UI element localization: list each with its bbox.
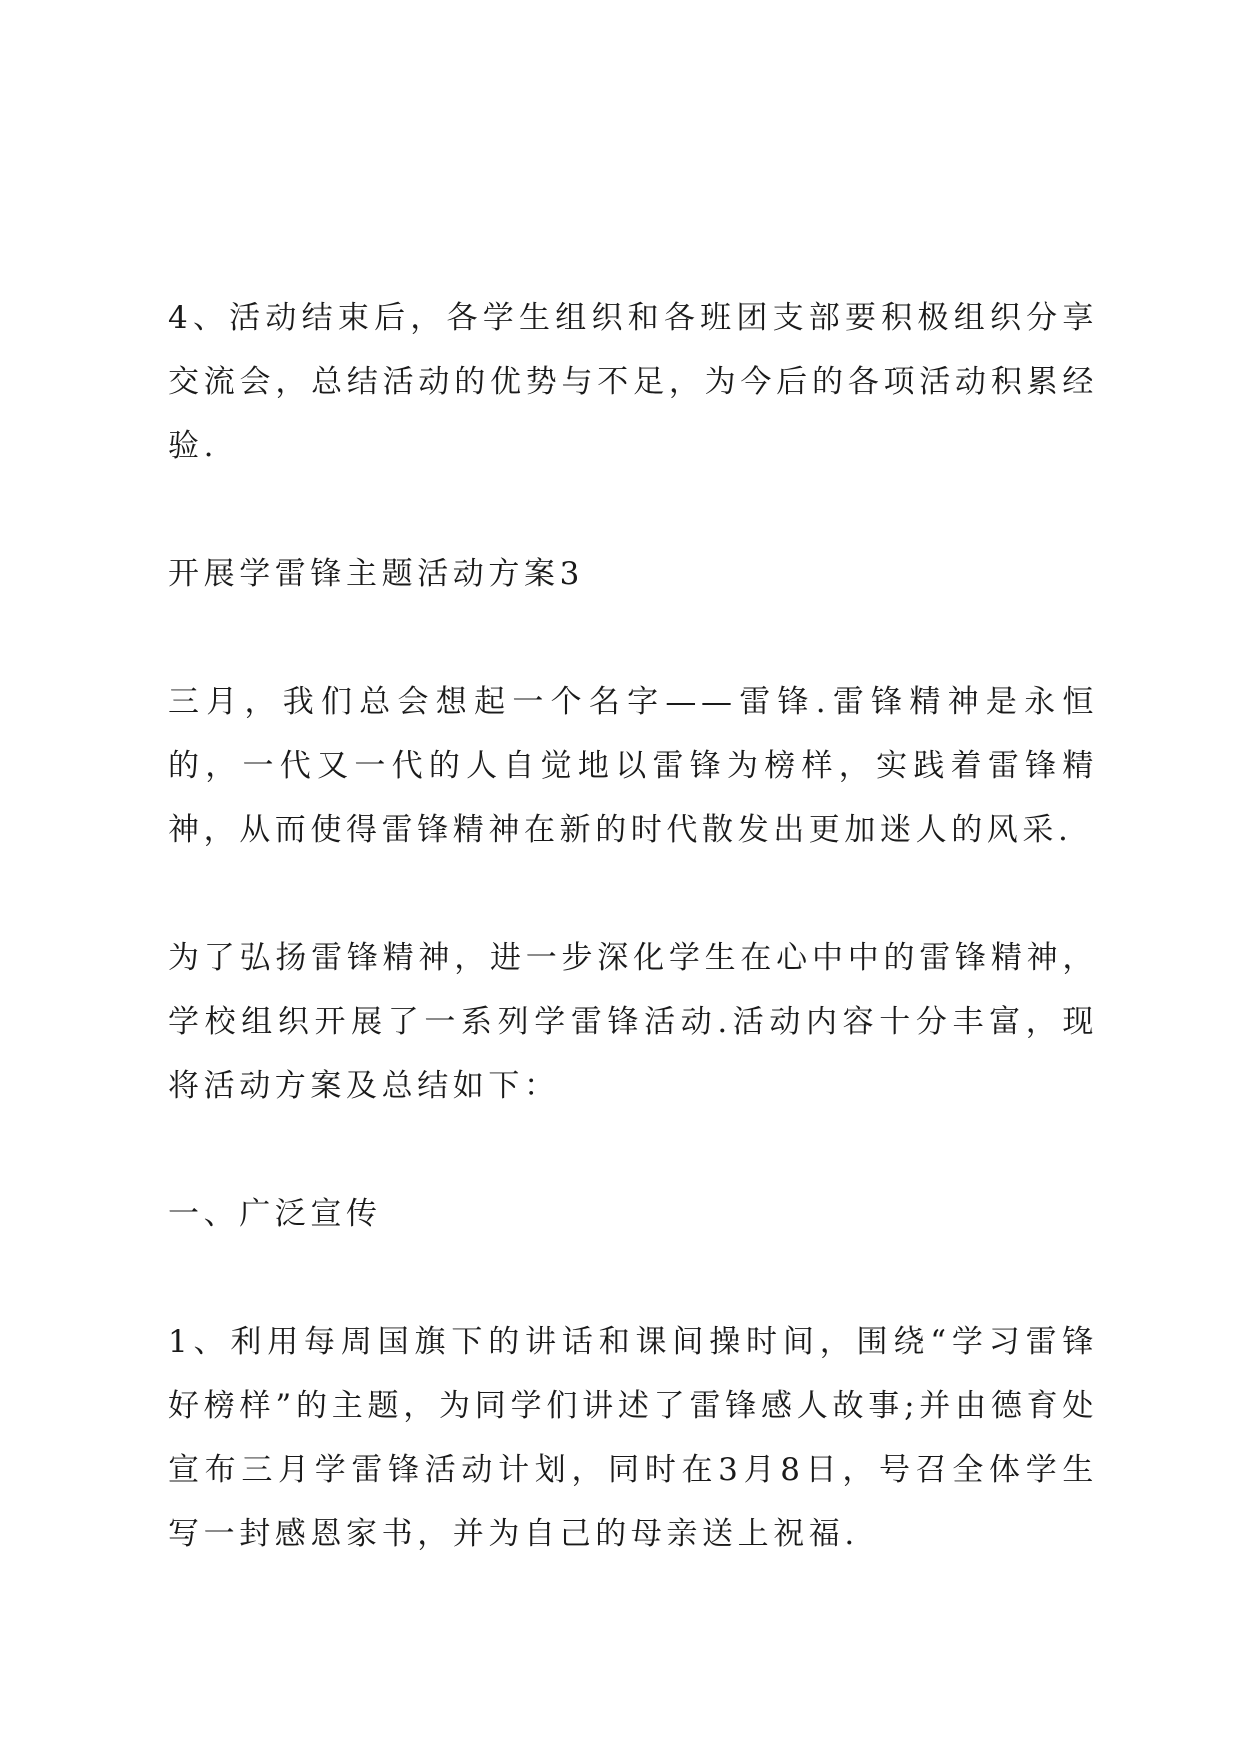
paragraph-gap	[168, 1118, 1098, 1182]
paragraph-purpose: 为了弘扬雷锋精神，进一步深化学生在心中中的雷锋精神，学校组织开展了一系列学雷锋活动.活动内容十分丰富，现将活动方案及总结如下：	[168, 940, 1098, 1104]
paragraph-gap	[168, 478, 1098, 542]
paragraph-gap	[168, 862, 1098, 926]
section-heading-plan-3: 开展学雷锋主题活动方案3	[168, 556, 584, 592]
paragraph-gap	[168, 1246, 1098, 1310]
paragraph-gap	[168, 606, 1098, 670]
paragraph-intro: 三月，我们总会想起一个名字——雷锋.雷锋精神是永恒的，一代又一代的人自觉地以雷锋为榜样，实践着雷锋精神，从而使得雷锋精神在新的时代散发出更加迷人的风采.	[168, 684, 1098, 848]
subheading-publicity: 一、广泛宣传	[168, 1196, 382, 1232]
paragraph-item-1: 1、利用每周国旗下的讲话和课间操时间，围绕“学习雷锋好榜样”的主题，为同学们讲述了雷锋感人故事;并由德育处宣布三月学雷锋活动计划，同时在3月8日，号召全体学生写一封感恩家书，并为自己的母亲送上祝福.	[168, 1324, 1098, 1552]
document-body	[168, 286, 1098, 1566]
paragraph-summary-item-4: 4、活动结束后，各学生组织和各班团支部要积极组织分享交流会，总结活动的优势与不足，为今后的各项活动积累经验.	[168, 300, 1098, 464]
